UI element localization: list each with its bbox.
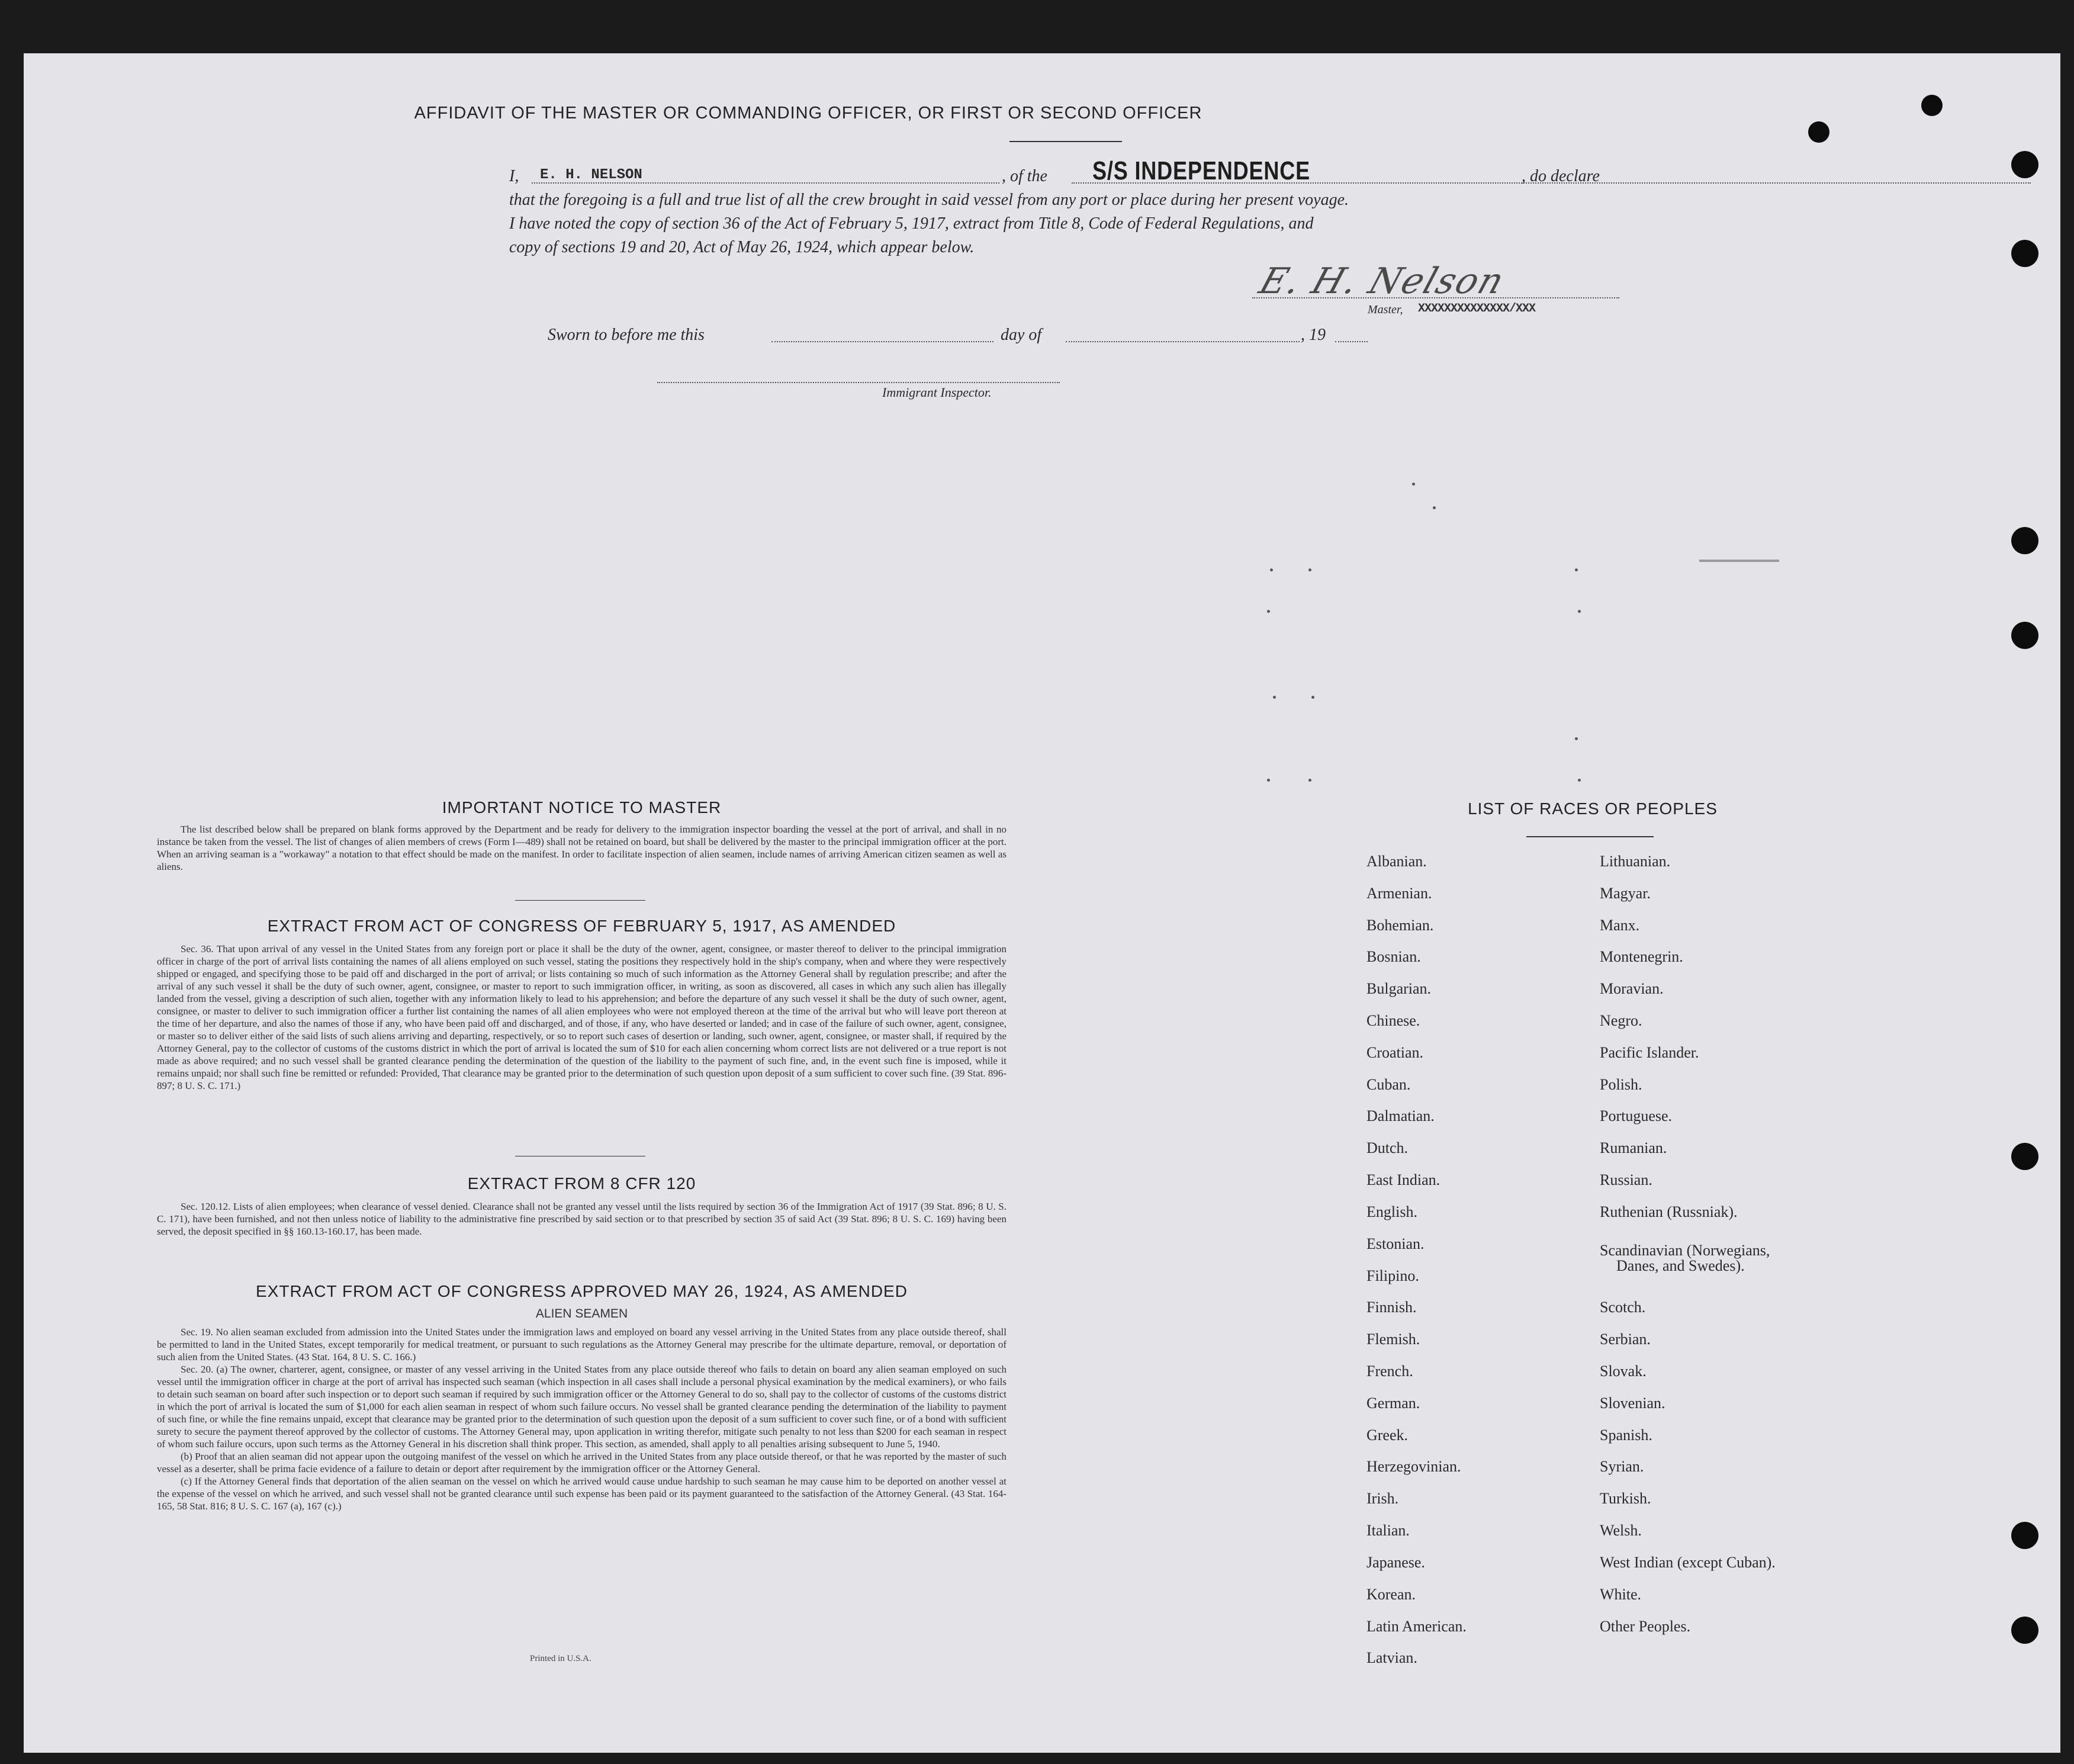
race-item: Moravian. <box>1600 980 1664 997</box>
race-item: Latvian. <box>1366 1649 1417 1666</box>
punch-hole <box>2011 240 2038 267</box>
race-item: Syrian. <box>1600 1458 1644 1475</box>
extract-cfr-section <box>157 1174 1007 1238</box>
scan-speck <box>1308 779 1311 782</box>
race-item: Herzegovinian. <box>1366 1458 1461 1475</box>
officer-name: E. H. NELSON <box>540 167 642 183</box>
inspector-label: Immigrant Inspector. <box>882 385 992 400</box>
races-left-column <box>1366 853 1580 1670</box>
race-item: Manx. <box>1600 917 1640 934</box>
master-strikeout: XXXXXXXXXXXXXX/XXX <box>1418 302 1536 316</box>
punch-hole <box>2011 151 2038 178</box>
affidavit-line-2: that the foregoing is a full and true list of all the crew brought in said vessel from any port or place during her present voyage. <box>509 191 1349 209</box>
punch-hole <box>2011 1617 2038 1644</box>
notice-section <box>157 798 1007 873</box>
race-item: Portuguese. <box>1600 1107 1673 1124</box>
race-item: Latin American. <box>1366 1618 1467 1635</box>
scan-speck <box>1575 568 1578 571</box>
scan-speck <box>1412 483 1415 486</box>
punch-hole <box>2011 622 2038 649</box>
extract-cfr-title: EXTRACT FROM 8 CFR 120 <box>467 1174 696 1193</box>
sworn-line <box>548 326 1377 349</box>
punch-hole <box>2011 1143 2038 1170</box>
extract-1917-title: EXTRACT FROM ACT OF CONGRESS OF FEBRUARY 5, 1917, AS AMENDED <box>267 917 896 935</box>
extract-cfr-body: Sec. 120.12. Lists of alien employees; when clearance of vessel denied. Clearance shall not be granted any vessel until the lists required by section 36 of the Immigration Act of 1917 (39 Stat. 896; 8 U. S. C. 171), have been furnished, and not then unless notice of liability to the administrative fine prescribed by said section or to that prescribed by section 35 of said Act (39 Stat. 896; 8 U. S. C. 169) having been served, the deposit specified in §§ 160.13-160.17, has been made. <box>157 1201 1007 1237</box>
divider <box>1526 836 1654 837</box>
race-item: Montenegrin. <box>1600 948 1683 965</box>
race-item: Cuban. <box>1366 1076 1411 1093</box>
race-item: Finnish. <box>1366 1299 1417 1316</box>
race-item: Japanese. <box>1366 1554 1425 1571</box>
extract-1924-title: EXTRACT FROM ACT OF CONGRESS APPROVED MAY 26, 1924, AS AMENDED <box>256 1282 908 1300</box>
race-item: Other Peoples. <box>1600 1618 1691 1635</box>
sec-20a: Sec. 20. (a) The owner, charterer, agent, consignee, or master of any vessel arriving in the United States from any place outside thereof who fails to detain on board any alien seaman employed on such vessel until the immigration officer in charge at the port of arrival has inspected such seaman (which inspection in all cases shall include a personal physical examination by the medical examiners), or who fails to detain such seaman on board after such inspection or to deport such seaman if required by such immigration officer or the Attorney General to do so, shall pay to the collector of customs of the customs district in which the port of arrival is located the sum of $1,000 for each alien seaman in respect of whom such failure occurs. No vessel shall be granted clearance pending the determination of the liability to payment of such fine, or while the fine remains unpaid, except that clearance may be granted prior to the determination of such question upon the deposit of a sum sufficient to cover such fine, or of a bond with sufficient surety to secure the payment thereof approved by the collector of customs. The Attorney General may, upon application in writing therefor, mitigate such penalty to not less than $200 for each seaman in respect of whom such failure occurs, upon such terms as the Attorney General in his discretion shall think proper. This section, as amended, shall apply to all penalties arising subsequent to June 5, 1940. <box>157 1364 1007 1450</box>
signature-line <box>1252 297 1619 298</box>
race-item: White. <box>1600 1586 1642 1603</box>
day-of-label: day of <box>1001 326 1042 344</box>
race-item: Lithuanian. <box>1600 853 1671 870</box>
race-item: Korean. <box>1366 1586 1416 1603</box>
punch-hole <box>1921 95 1943 116</box>
affidavit-title: AFFIDAVIT OF THE MASTER OR COMMANDING OFFICER, OR FIRST OR SECOND OFFICER <box>414 104 1202 123</box>
sworn-month-line <box>1066 341 1300 342</box>
race-item: Slovak. <box>1600 1363 1647 1380</box>
do-declare-label: , do declare <box>1522 167 1600 185</box>
race-item: Welsh. <box>1600 1522 1642 1539</box>
sworn-year-line <box>1335 341 1368 342</box>
scan-speck <box>1311 696 1314 699</box>
scan-speck <box>1575 737 1578 740</box>
affidavit-line-4: copy of sections 19 and 20, Act of May 26, 1924, which appear below. <box>509 238 975 256</box>
race-item: Scotch. <box>1600 1299 1646 1316</box>
vessel-name-stamp: S/S INDEPENDENCE <box>1092 156 1310 185</box>
race-item: Italian. <box>1366 1522 1410 1539</box>
punch-hole <box>1808 121 1829 143</box>
of-the-label: , of the <box>1002 167 1047 185</box>
divider <box>515 900 645 901</box>
races-right-column <box>1600 853 1878 1640</box>
signature: E. H. Nelson <box>1254 261 1510 302</box>
sworn-day-line <box>771 341 993 342</box>
race-item: Dalmatian. <box>1366 1107 1435 1124</box>
race-item: Greek. <box>1366 1426 1409 1444</box>
race-item: East Indian. <box>1366 1171 1440 1188</box>
printed-in-usa: Printed in U.S.A. <box>530 1654 591 1663</box>
race-item: Polish. <box>1600 1076 1642 1093</box>
notice-title: IMPORTANT NOTICE TO MASTER <box>442 798 722 817</box>
race-item: Albanian. <box>1366 853 1427 870</box>
race-item: Russian. <box>1600 1171 1652 1188</box>
race-item: Rumanian. <box>1600 1139 1667 1156</box>
extract-1917-body: Sec. 36. That upon arrival of any vessel in the United States from any foreign port or place it shall be the duty of the owner, agent, consignee, or master thereof to deliver to the principal immigration officer in charge of the port of arrival lists containing the names of all aliens employed on such vessel, stating the positions they respectively hold in the ship's company, when and where they were respectively shipped or engaged, and specifying those to be paid off and discharged in the port of arrival; or lists containing so much of such information as the Attorney General shall by regulation prescribe; and after the arrival of any such vessel it shall be the duty of such owner, agent, consignee, or master to report to such immigration officer, in writing, as soon as discovered, all cases in which any such alien has illegally landed from the vessel, giving a description of such alien, together with any information likely to lead to his apprehension; and before the departure of any such vessel it shall be the duty of such owner, agent, consignee, or master to deliver to such immigration officer a further list containing the names of all alien employees who were not employed thereon at the time of the arrival but who will leave port thereon at the time of her departure, and also the names of those if any, who have been paid off and discharged, and of those, if any, who have deserted or landed; and in case of the failure of such owner, agent, consignee, or master so to deliver either of the said lists of such aliens arriving and departing, respectively, or so to report such cases of desertion or landing, such owner, agent, consignee, or master shall, if required by the Attorney General, pay to the collector of customs of the customs district in which the port of arrival is located the sum of $10 for each alien concerning whom correct lists are not delivered or a true report is not made as above required; and no such vessel shall be granted clearance pending the determination of the question of the liability to the payment of such fine, and, in the event such fine is imposed, while it remains unpaid; nor shall such fine be remitted or refunded: Provided, That clearance may be granted prior to the determination of such question upon deposit of a sum sufficient to cover such fine. (39 Stat. 896-897; 8 U. S. C. 171.) <box>157 943 1007 1091</box>
race-item: German. <box>1366 1395 1420 1412</box>
race-item: Danes, and Swedes). <box>1616 1257 1745 1274</box>
races-title: LIST OF RACES OR PEOPLES <box>1468 799 1718 818</box>
scan-speck <box>1267 610 1270 613</box>
scan-speck <box>1270 568 1273 571</box>
race-item: Slovenian. <box>1600 1395 1665 1412</box>
inspector-line <box>657 382 1060 383</box>
scan-speck <box>1578 779 1581 782</box>
master-label: Master, <box>1368 303 1403 316</box>
i-prefix: I, <box>509 167 519 185</box>
scan-speck <box>1578 610 1581 613</box>
race-item: Scandinavian (Norwegians, <box>1600 1242 1770 1259</box>
race-item: Spanish. <box>1600 1426 1652 1444</box>
race-item: West Indian (except Cuban). <box>1600 1554 1776 1571</box>
extract-1917-section <box>157 917 1007 1092</box>
race-item: Chinese. <box>1366 1012 1420 1029</box>
scan-speck <box>1433 506 1436 509</box>
race-item: Negro. <box>1600 1012 1642 1029</box>
race-item: Turkish. <box>1600 1490 1651 1507</box>
race-item: Dutch. <box>1366 1139 1409 1156</box>
sec-20c: (c) If the Attorney General finds that deportation of the alien seaman on the vessel on which he arrived would cause undue hardship to such seaman he may cause him to be deported on another vessel at the expense of the vessel on which he arrived, and such vessel shall not be granted clearance until such expense has been paid or its payment guaranteed to the satisfaction of the Attorney General. (43 Stat. 164-165, 58 Stat. 816; 8 U. S. C. 167 (a), 167 (c).) <box>157 1476 1007 1512</box>
sworn-prefix: Sworn to before me this <box>548 326 705 344</box>
race-item: Filipino. <box>1366 1267 1419 1284</box>
race-item: Bohemian. <box>1366 917 1434 934</box>
race-item: Ruthenian (Russniak). <box>1600 1203 1738 1220</box>
notice-body: The list described below shall be prepared on blank forms approved by the Department and be ready for delivery to the immigration inspector boarding the vessel at the port of arrival, and shall in no instance be taken from the vessel. The list of changes of alien members of crews (Form I—489) shall not be retained on board, but shall be delivered by the master to the principal immigration officer at the port. When an arriving seaman is a "workaway" a notation to that effect should be made on the manifest. In order to facilitate inspection of alien seamen, include names of arriving American citizen seamen as well as aliens. <box>157 824 1007 872</box>
affidavit-line-1 <box>509 156 1622 191</box>
extract-1924-subtitle: ALIEN SEAMEN <box>535 1307 628 1320</box>
scan-speck <box>1308 568 1311 571</box>
race-item: Bosnian. <box>1366 948 1421 965</box>
race-item: Bulgarian. <box>1366 980 1432 997</box>
race-item: Serbian. <box>1600 1331 1651 1348</box>
race-item: Irish. <box>1366 1490 1399 1507</box>
scan-smudge <box>1699 560 1779 562</box>
affidavit-line-3: I have noted the copy of section 36 of the Act of February 5, 1917, extract from Title 8, Code of Federal Regulations, and <box>509 214 1314 233</box>
race-item: Croatian. <box>1366 1044 1424 1061</box>
scan-speck <box>1267 779 1270 782</box>
race-item: Flemish. <box>1366 1331 1420 1348</box>
race-item: Pacific Islander. <box>1600 1044 1699 1061</box>
divider <box>1009 141 1122 142</box>
sec-20b: (b) Proof that an alien seaman did not appear upon the outgoing manifest of the vessel on which he arrived in the United States from any place outside thereof, or that he was reported by the master of such vessel as a deserter, shall be prima facie evidence of a failure to detain or deport after requirement by the immigration officer or the Attorney General. <box>157 1451 1007 1474</box>
year-prefix: , 19 <box>1301 326 1326 344</box>
race-item: Armenian. <box>1366 885 1432 902</box>
sec-19: Sec. 19. No alien seaman excluded from admission into the United States under the immigration laws and employed on board any vessel arriving in the United States from any place outside thereof, shall be permitted to land in the United States, except temporarily for medical treatment, or pursuant to such regulations as the Attorney General may prescribe for the ultimate departure, removal, or deportation of such alien from the United States. (43 Stat. 164, 8 U. S. C. 166.) <box>157 1326 1007 1363</box>
race-item: French. <box>1366 1363 1413 1380</box>
scan-speck <box>1273 696 1276 699</box>
extract-1924-section <box>157 1282 1007 1512</box>
race-item: English. <box>1366 1203 1417 1220</box>
race-item: Estonian. <box>1366 1235 1425 1252</box>
punch-hole <box>2011 1522 2038 1549</box>
race-item: Magyar. <box>1600 885 1651 902</box>
punch-hole <box>2011 527 2038 554</box>
